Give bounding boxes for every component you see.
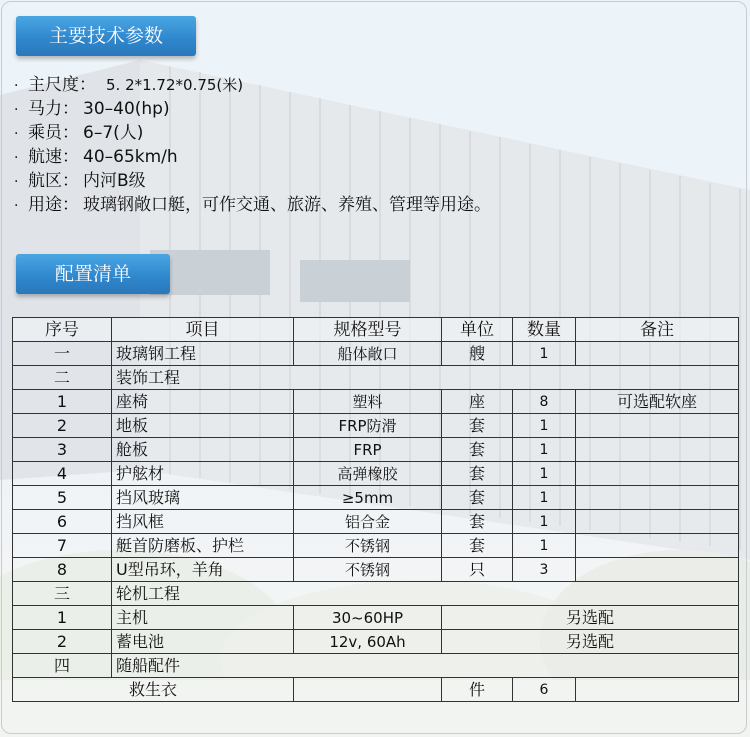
table-row xyxy=(13,486,739,510)
cell-item: 蓄电池 xyxy=(112,630,294,654)
param-list xyxy=(14,73,491,217)
cell-qty: 1 xyxy=(513,510,576,534)
section-title-tech-params: 主要技术参数 xyxy=(16,16,196,56)
cell-no: 3 xyxy=(13,438,112,462)
cell-no: 一 xyxy=(13,342,112,366)
cell-spec xyxy=(294,678,442,702)
param-label: 航速： xyxy=(28,147,79,167)
cell-note xyxy=(576,486,739,510)
cell-no: 三 xyxy=(13,582,112,606)
cell-no: 7 xyxy=(13,534,112,558)
table-row-category xyxy=(13,366,739,390)
param-value: 30–40(hp) xyxy=(83,99,170,119)
cell-unit: 座 xyxy=(442,390,513,414)
cell-item: 挡风框 xyxy=(112,510,294,534)
param-value: 玻璃钢敞口艇，可作交通、旅游、养殖、管理等用途。 xyxy=(83,195,491,215)
col-header-note: 备注 xyxy=(576,318,739,342)
cell-qty: 1 xyxy=(513,414,576,438)
cell-merged-note: 另选配 xyxy=(442,606,739,630)
bullet: · xyxy=(14,174,19,190)
cell-qty: 1 xyxy=(513,438,576,462)
cell-spec: 船体敞口 xyxy=(294,342,442,366)
cell-item: 座椅 xyxy=(112,390,294,414)
cell-qty: 1 xyxy=(513,342,576,366)
cell-qty: 1 xyxy=(513,462,576,486)
cell-no: 5 xyxy=(13,486,112,510)
param-dimensions xyxy=(14,73,491,97)
table-row xyxy=(13,510,739,534)
param-label: 主尺度： xyxy=(28,75,96,95)
cell-note xyxy=(576,414,739,438)
cell-item: U型吊环，羊角 xyxy=(112,558,294,582)
bullet: · xyxy=(14,78,19,94)
cell-note xyxy=(576,510,739,534)
cell-spec: 铝合金 xyxy=(294,510,442,534)
cell-item: 护舷材 xyxy=(112,462,294,486)
col-header-unit: 单位 xyxy=(442,318,513,342)
param-crew xyxy=(14,121,491,145)
table-row xyxy=(13,558,739,582)
cell-no: 2 xyxy=(13,414,112,438)
cell-spec: FRP防滑 xyxy=(294,414,442,438)
cell-no: 2 xyxy=(13,630,112,654)
param-value: 内河B级 xyxy=(83,171,146,191)
cell-category: 轮机工程 xyxy=(112,582,739,606)
cell-no: 1 xyxy=(13,390,112,414)
param-value: 6–7(人) xyxy=(83,123,144,143)
cell-note xyxy=(576,558,739,582)
section-title-config-list: 配置清单 xyxy=(16,254,170,294)
cell-spec: 12v, 60Ah xyxy=(294,630,442,654)
cell-no: 二 xyxy=(13,366,112,390)
cell-item: 主机 xyxy=(112,606,294,630)
cell-unit: 只 xyxy=(442,558,513,582)
cell-note xyxy=(576,438,739,462)
bullet: · xyxy=(14,126,19,142)
cell-note xyxy=(576,534,739,558)
table-row xyxy=(13,390,739,414)
config-table xyxy=(12,317,739,702)
param-usage xyxy=(14,193,491,217)
table-row xyxy=(13,414,739,438)
bullet: · xyxy=(14,150,19,166)
table-row xyxy=(13,534,739,558)
cell-item: 救生衣 xyxy=(13,678,294,702)
cell-unit: 套 xyxy=(442,510,513,534)
cell-no: 1 xyxy=(13,606,112,630)
cell-category: 随船配件 xyxy=(112,654,739,678)
cell-item: 艇首防磨板、护栏 xyxy=(112,534,294,558)
bullet: · xyxy=(14,198,19,214)
cell-qty: 6 xyxy=(513,678,576,702)
bullet: · xyxy=(14,102,19,118)
cell-item: 挡风玻璃 xyxy=(112,486,294,510)
cell-spec: 塑料 xyxy=(294,390,442,414)
cell-unit: 艘 xyxy=(442,342,513,366)
cell-qty: 1 xyxy=(513,534,576,558)
table-row xyxy=(13,606,739,630)
cell-merged-note: 另选配 xyxy=(442,630,739,654)
col-header-no: 序号 xyxy=(13,318,112,342)
param-value: 40–65km/h xyxy=(83,147,178,167)
cell-spec: FRP xyxy=(294,438,442,462)
col-header-spec: 规格型号 xyxy=(294,318,442,342)
param-label: 乘员： xyxy=(28,123,79,143)
param-label: 用途： xyxy=(28,195,79,215)
cell-spec: 不锈钢 xyxy=(294,558,442,582)
cell-unit: 套 xyxy=(442,462,513,486)
param-horsepower xyxy=(14,97,491,121)
param-label: 马力： xyxy=(28,99,79,119)
cell-unit: 套 xyxy=(442,534,513,558)
cell-item: 舱板 xyxy=(112,438,294,462)
cell-spec: 30~60HP xyxy=(294,606,442,630)
col-header-item: 项目 xyxy=(112,318,294,342)
cell-spec: ≥5mm xyxy=(294,486,442,510)
cell-no: 四 xyxy=(13,654,112,678)
cell-no: 4 xyxy=(13,462,112,486)
cell-qty: 3 xyxy=(513,558,576,582)
cell-spec: 高弹橡胶 xyxy=(294,462,442,486)
table-row xyxy=(13,462,739,486)
cell-item: 地板 xyxy=(112,414,294,438)
cell-qty: 1 xyxy=(513,486,576,510)
cell-item: 玻璃钢工程 xyxy=(112,342,294,366)
cell-no: 6 xyxy=(13,510,112,534)
cell-note xyxy=(576,678,739,702)
table-row xyxy=(13,678,739,702)
cell-category: 装饰工程 xyxy=(112,366,739,390)
cell-unit: 套 xyxy=(442,486,513,510)
param-speed xyxy=(14,145,491,169)
table-row xyxy=(13,438,739,462)
cell-no: 8 xyxy=(13,558,112,582)
cell-unit: 套 xyxy=(442,414,513,438)
cell-qty: 8 xyxy=(513,390,576,414)
cell-unit: 套 xyxy=(442,438,513,462)
param-value: 5. 2*1.72*0.75(米) xyxy=(106,76,244,94)
table-header-row xyxy=(13,318,739,342)
table-row xyxy=(13,342,739,366)
param-label: 航区： xyxy=(28,171,79,191)
param-navigation-area xyxy=(14,169,491,193)
col-header-qty: 数量 xyxy=(513,318,576,342)
table-row-category xyxy=(13,582,739,606)
cell-spec: 不锈钢 xyxy=(294,534,442,558)
table-row-category xyxy=(13,654,739,678)
cell-note: 可选配软座 xyxy=(576,390,739,414)
table-row xyxy=(13,630,739,654)
cell-note xyxy=(576,342,739,366)
cell-note xyxy=(576,462,739,486)
cell-unit: 件 xyxy=(442,678,513,702)
